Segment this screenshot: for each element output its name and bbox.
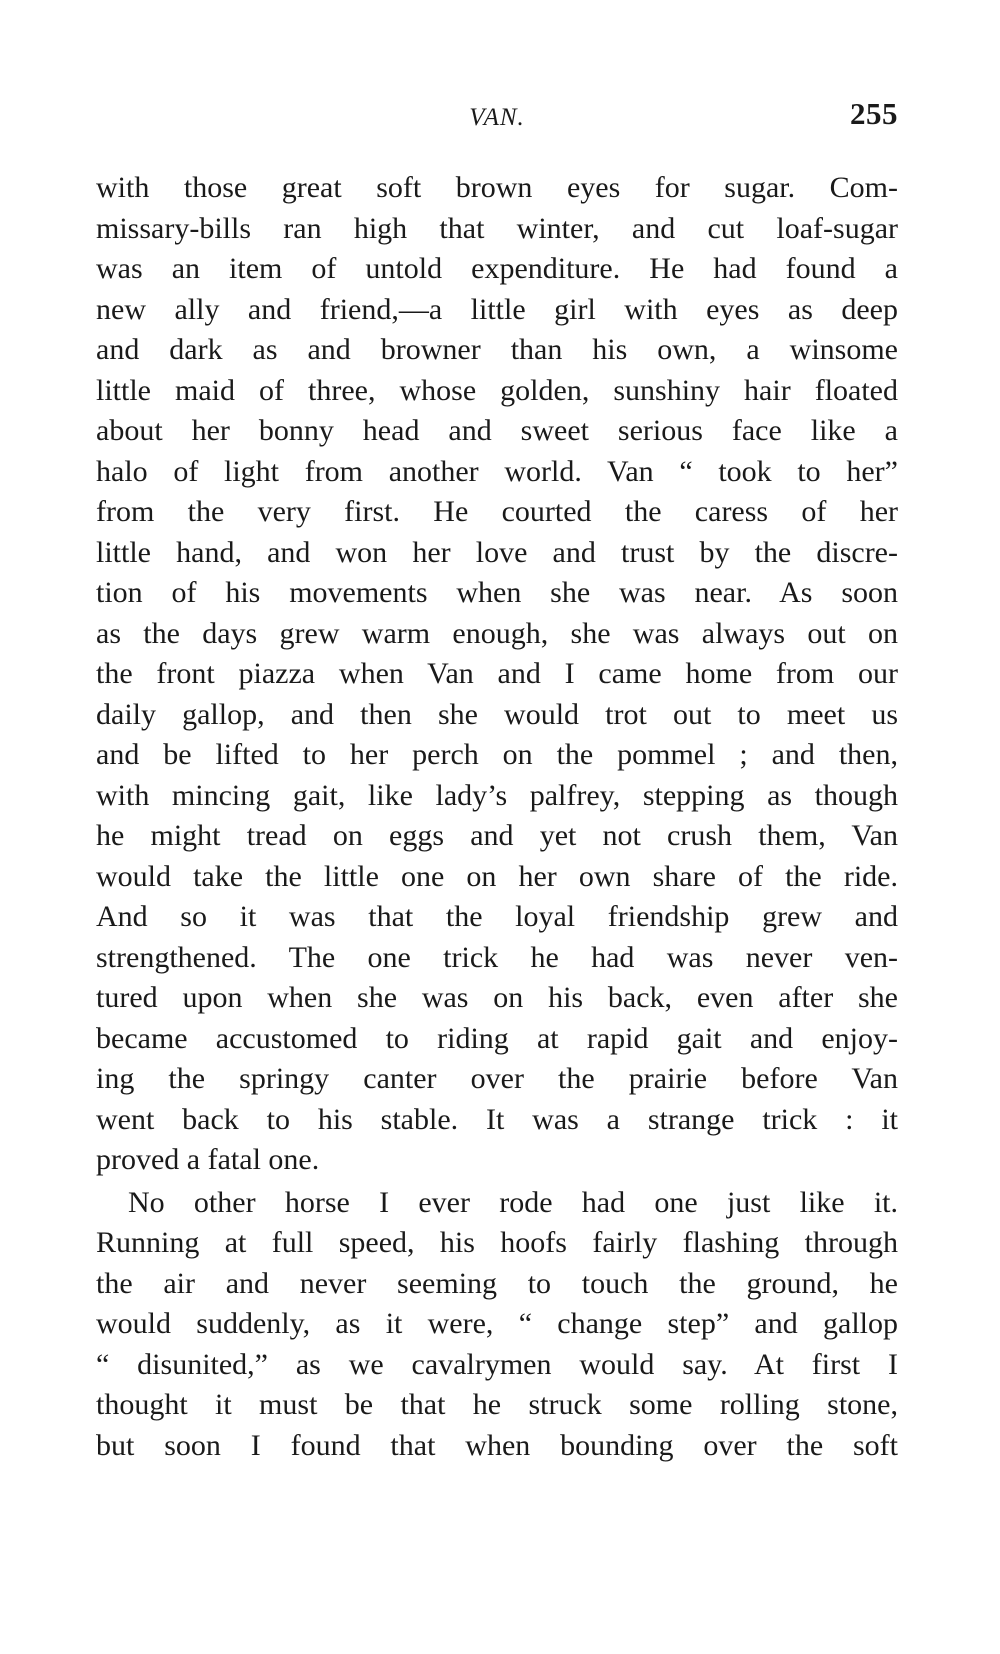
text-line: strengthened. The one trick he had was never ven- — [96, 940, 898, 974]
text-line: “ disunited,” as we cavalrymen would say. At first I — [96, 1347, 898, 1381]
text-line: became accustomed to riding at rapid gait and enjoy- — [96, 1021, 898, 1055]
text-line: little hand, and won her love and trust by the discre- — [96, 535, 898, 569]
text-line: proved a fatal one. — [96, 1143, 320, 1176]
text-line: And so it was that the loyal friendship grew and — [96, 900, 898, 933]
paragraph-1 — [96, 168, 898, 1181]
text-line: would suddenly, as it were, “ change step” and gallop — [96, 1307, 898, 1340]
text-line: he might tread on eggs and yet not crush them, Van — [96, 819, 898, 852]
running-head — [96, 96, 898, 140]
body-text — [96, 168, 898, 1466]
text-line: but soon I found that when bounding over the soft — [96, 1428, 898, 1462]
text-line: would take the little one on her own share of the ride. — [96, 859, 898, 893]
text-line: ing the springy canter over the prairie before Van — [96, 1062, 898, 1095]
text-line: the front piazza when Van and I came home from our — [96, 657, 898, 690]
text-line: little maid of three, whose golden, sunshiny hair floated — [96, 373, 898, 407]
text-line: with those great soft brown eyes for sugar. Com- — [96, 171, 898, 204]
text-line: No other horse I ever rode had one just like it. — [128, 1185, 898, 1219]
text-line: thought it must be that he struck some rolling stone, — [96, 1388, 898, 1421]
text-line: about her bonny head and sweet serious face like a — [96, 414, 898, 447]
text-line: new ally and friend,—a little girl with eyes as deep — [96, 292, 898, 326]
text-line: went back to his stable. It was a strange trick : it — [96, 1102, 898, 1136]
page-number: 255 — [850, 96, 898, 131]
paragraph-2 — [96, 1183, 898, 1467]
text-line: halo of light from another world. Van “ took to her” — [96, 454, 898, 488]
text-line: missary-bills ran high that winter, and cut loaf-sugar — [96, 211, 898, 245]
running-title: VAN. — [469, 104, 525, 131]
text-line: from the very first. He courted the caress of her — [96, 495, 898, 528]
text-line: Running at full speed, his hoofs fairly flashing through — [96, 1226, 898, 1259]
text-line: as the days grew warm enough, she was always out on — [96, 616, 898, 650]
text-line: daily gallop, and then she would trot out to meet us — [96, 697, 898, 731]
text-line: and dark as and browner than his own, a winsome — [96, 333, 898, 366]
text-line: the air and never seeming to touch the ground, he — [96, 1266, 898, 1300]
text-line: and be lifted to her perch on the pommel ; and then, — [96, 738, 898, 771]
text-line: tured upon when she was on his back, even after she — [96, 981, 898, 1014]
text-line: tion of his movements when she was near. As soon — [96, 576, 898, 609]
text-line: with mincing gait, like lady’s palfrey, stepping as though — [96, 778, 898, 812]
text-line: was an item of untold expenditure. He had found a — [96, 252, 898, 285]
